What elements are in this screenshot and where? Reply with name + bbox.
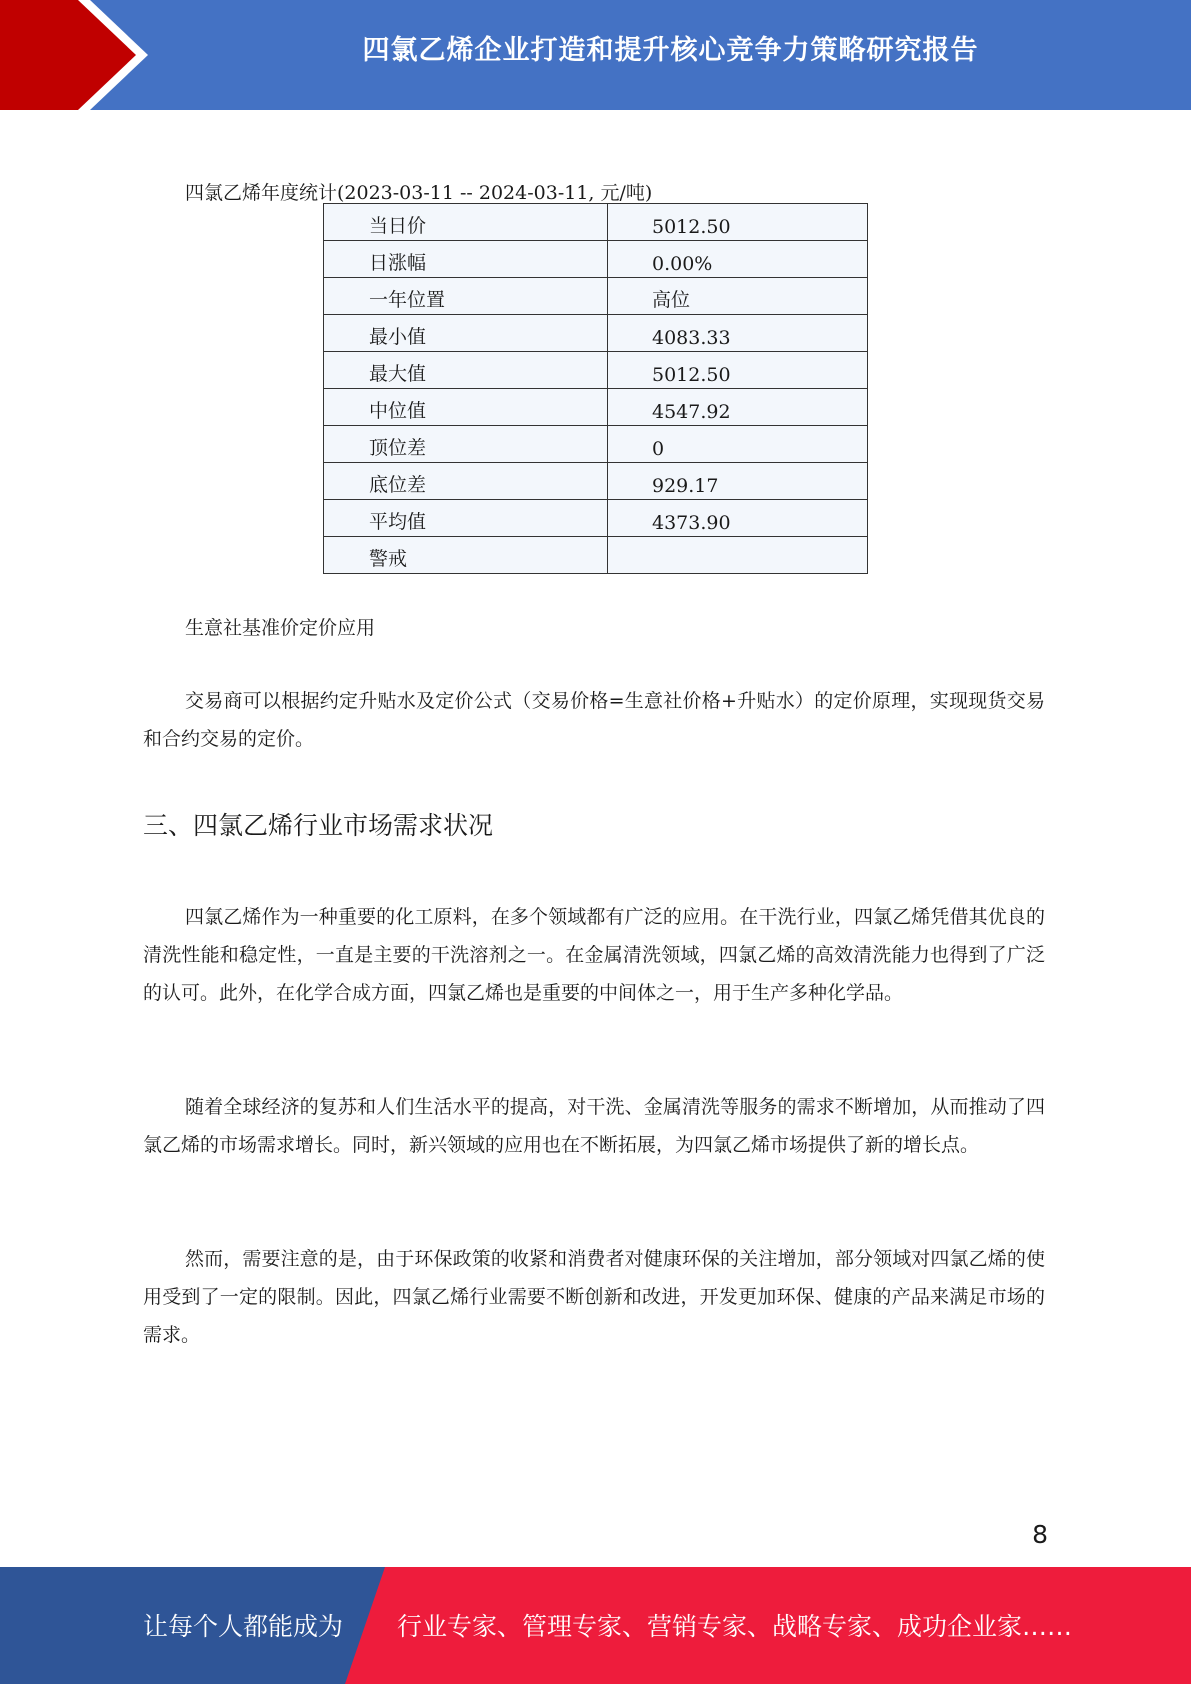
table-cell-value: 4373.90 bbox=[608, 500, 868, 537]
table-row bbox=[324, 352, 868, 389]
table-cell-label: 顶位差 bbox=[324, 426, 608, 463]
footer-slogan-left: 让每个人都能成为 bbox=[143, 1612, 344, 1641]
table-row bbox=[324, 204, 868, 241]
table-row bbox=[324, 389, 868, 426]
table-row bbox=[324, 241, 868, 278]
table-cell-label: 最大值 bbox=[324, 352, 608, 389]
table-cell-label: 底位差 bbox=[324, 463, 608, 500]
section-heading: 三、四氯乙烯行业市场需求状况 bbox=[143, 811, 494, 840]
table-cell-label: 一年位置 bbox=[324, 278, 608, 315]
body-paragraph-3: 然而，需要注意的是，由于环保政策的收紧和消费者对健康环保的关注增加，部分领域对四氯乙烯的使用受到了一定的限制。因此，四氯乙烯行业需要不断创新和改进，开发更加环保、健康的产品来满足市场的需求。 bbox=[143, 1248, 1045, 1346]
footer-slogan-right: 行业专家、管理专家、营销专家、战略专家、成功企业家…… bbox=[397, 1612, 1073, 1641]
page-header bbox=[0, 0, 1191, 110]
table-cell-value: 5012.50 bbox=[608, 204, 868, 241]
stats-table bbox=[323, 203, 868, 574]
body-paragraph-2: 随着全球经济的复苏和人们生活水平的提高，对干洗、金属清洗等服务的需求不断增加，从而推动了四氯乙烯的市场需求增长。同时，新兴领域的应用也在不断拓展，为四氯乙烯市场提供了新的增长点。 bbox=[143, 1096, 1045, 1156]
page-number: 8 bbox=[1032, 1520, 1048, 1549]
table-cell-label: 最小值 bbox=[324, 315, 608, 352]
table-row bbox=[324, 426, 868, 463]
table-cell-value: 4083.33 bbox=[608, 315, 868, 352]
table-row bbox=[324, 537, 868, 574]
table-row bbox=[324, 315, 868, 352]
table-cell-value: 5012.50 bbox=[608, 352, 868, 389]
table-cell-value: 0 bbox=[608, 426, 868, 463]
page-footer bbox=[0, 1567, 1191, 1684]
table-cell-label: 警戒 bbox=[324, 537, 608, 574]
header-title: 四氯乙烯企业打造和提升核心竞争力策略研究报告 bbox=[362, 35, 979, 66]
table-row bbox=[324, 278, 868, 315]
table-cell-value: 高位 bbox=[608, 278, 868, 315]
table-cell-label: 平均值 bbox=[324, 500, 608, 537]
table-row bbox=[324, 500, 868, 537]
table-cell-value bbox=[608, 537, 868, 574]
body-paragraph-1: 四氯乙烯作为一种重要的化工原料，在多个领域都有广泛的应用。在干洗行业，四氯乙烯凭借其优良的清洗性能和稳定性，一直是主要的干洗溶剂之一。在金属清洗领域，四氯乙烯的高效清洗能力也得到了广泛的认可。此外，在化学合成方面，四氯乙烯也是重要的中间体之一，用于生产多种化学品。 bbox=[143, 906, 1045, 1004]
table-row bbox=[324, 463, 868, 500]
table-cell-value: 929.17 bbox=[608, 463, 868, 500]
table-cell-label: 日涨幅 bbox=[324, 241, 608, 278]
table-cell-value: 0.00% bbox=[608, 241, 868, 278]
table-cell-label: 当日价 bbox=[324, 204, 608, 241]
table-cell-label: 中位值 bbox=[324, 389, 608, 426]
pricing-paragraph: 交易商可以根据约定升贴水及定价公式（交易价格=生意社价格+升贴水）的定价原理，实现现货交易和合约交易的定价。 bbox=[143, 690, 1045, 750]
table-caption: 四氯乙烯年度统计(2023-03-11 -- 2024-03-11, 元/吨) bbox=[185, 182, 653, 204]
table-cell-value: 4547.92 bbox=[608, 389, 868, 426]
pricing-title: 生意社基准价定价应用 bbox=[185, 617, 376, 639]
